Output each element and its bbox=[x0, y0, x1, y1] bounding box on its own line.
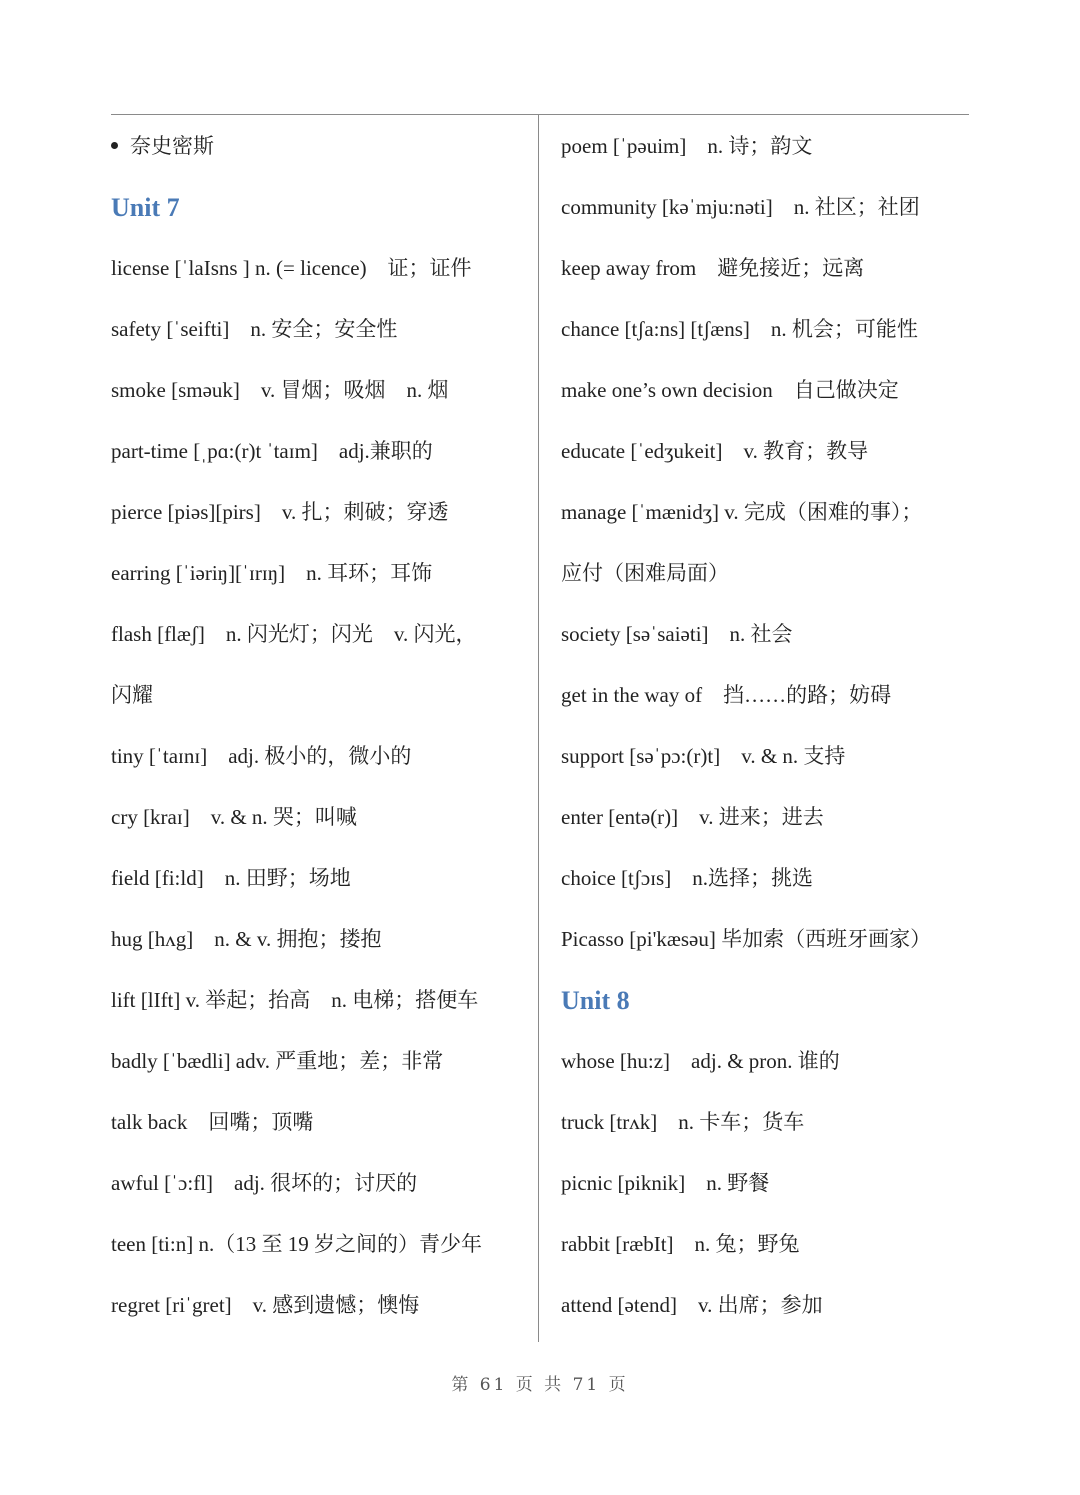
vocab-entry: tiny [ˈtaɪnɪ] adj. 极小的，微小的 bbox=[111, 744, 412, 768]
vocab-entry: manage [ˈmænidʒ] v. 完成（困难的事）； bbox=[561, 500, 923, 524]
vocab-entry: educate [ˈedʒukeit] v. 教育；教导 bbox=[561, 439, 869, 463]
vocab-entry: badly [ˈbædli] adv. 严重地；差；非常 bbox=[111, 1049, 444, 1073]
vocab-entry: cry [kraɪ] v. & n. 哭；叫喊 bbox=[111, 805, 357, 829]
vocab-entry: make one’s own decision 自己做决定 bbox=[561, 378, 899, 402]
heading-text: Unit 8 bbox=[561, 986, 630, 1015]
vocab-entry: chance [tʃa:ns] [tʃæns] n. 机会；可能性 bbox=[561, 317, 918, 341]
vocab-entry: picnic [piknik] n. 野餐 bbox=[561, 1171, 770, 1195]
vocab-entry: 应付（困难局面） bbox=[561, 561, 729, 585]
vocab-entry: talk back 回嘴；顶嘴 bbox=[111, 1110, 314, 1134]
unit-heading bbox=[111, 177, 531, 238]
vocab-entry: rabbit [ræbIt] n. 兔；野兔 bbox=[561, 1232, 800, 1256]
vocab-entry: poem [ˈpəuim] n. 诗；韵文 bbox=[561, 134, 813, 158]
vocab-entry: license [ˈlaIsns ] n. (= licence) 证；证件 bbox=[111, 256, 472, 280]
vocab-entry: smoke [sməuk] v. 冒烟；吸烟 n. 烟 bbox=[111, 378, 449, 402]
column-divider bbox=[538, 115, 539, 1342]
vocab-entry: support [səˈpɔ:(r)t] v. & n. 支持 bbox=[561, 744, 846, 768]
vocab-entry: 闪耀 bbox=[111, 683, 153, 707]
unit-heading bbox=[561, 970, 976, 1031]
vocab-entry: enter [entə(r)] v. 进来；进去 bbox=[561, 805, 824, 829]
vocab-entry: flash [flæʃ] n. 闪光灯；闪光 v. 闪光， bbox=[111, 622, 477, 646]
page-footer: 第 61 页 共 71 页 bbox=[451, 1375, 629, 1395]
vocab-entry: earring [ˈiəriŋ][ˈɪrɪŋ] n. 耳环；耳饰 bbox=[111, 561, 433, 585]
vocab-entry: community [kəˈmju:nəti] n. 社区；社团 bbox=[561, 195, 920, 219]
vocab-entry: hug [hʌg] n. & v. 拥抱；搂抱 bbox=[111, 927, 382, 951]
right-column bbox=[561, 116, 976, 1336]
vocab-entry: lift [lIft] v. 举起；抬高 n. 电梯；搭便车 bbox=[111, 988, 479, 1012]
bullet-icon bbox=[111, 142, 118, 149]
vocab-entry: part-time [ˌpɑ:(r)t ˈtaɪm] adj.兼职的 bbox=[111, 439, 433, 463]
vocab-entry: pierce [piəs][pirs] v. 扎；刺破；穿透 bbox=[111, 500, 449, 524]
heading-text: Unit 7 bbox=[111, 193, 180, 222]
bullet-text: 奈史密斯 bbox=[130, 134, 214, 158]
vocab-entry: teen [ti:n] n.（13 至 19 岁之间的）青少年 bbox=[111, 1232, 482, 1256]
vocab-entry: truck [trʌk] n. 卡车；货车 bbox=[561, 1110, 805, 1134]
vocab-entry: keep away from 避免接近；远离 bbox=[561, 256, 865, 280]
vocab-entry: regret [riˈgret] v. 感到遗憾；懊悔 bbox=[111, 1293, 420, 1317]
vocab-entry: choice [tʃɔɪs] n.选择；挑选 bbox=[561, 866, 813, 890]
top-rule bbox=[111, 114, 969, 115]
vocab-entry: society [səˈsaiəti] n. 社会 bbox=[561, 622, 793, 646]
vocab-entry: safety [ˈseifti] n. 安全；安全性 bbox=[111, 317, 398, 341]
vocab-entry: awful [ˈɔ:fl] adj. 很坏的；讨厌的 bbox=[111, 1171, 418, 1195]
vocab-entry: get in the way of 挡……的路；妨碍 bbox=[561, 683, 892, 707]
vocab-entry: field [fi:ld] n. 田野；场地 bbox=[111, 866, 351, 890]
bullet-item bbox=[111, 116, 531, 177]
vocab-entry: attend [ətend] v. 出席；参加 bbox=[561, 1293, 823, 1317]
left-column bbox=[111, 116, 531, 1336]
vocab-entry: whose [hu:z] adj. & pron. 谁的 bbox=[561, 1049, 840, 1073]
vocab-entry: Picasso [pi'kæsəu] 毕加索（西班牙画家） bbox=[561, 927, 932, 951]
